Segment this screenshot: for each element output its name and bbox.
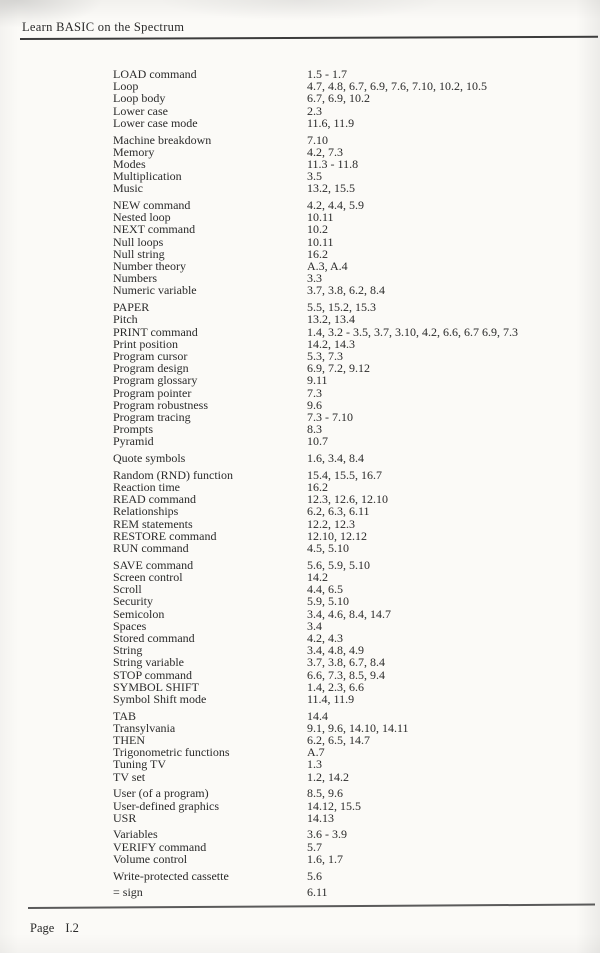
index-term: Stored command bbox=[113, 630, 195, 645]
index-term: RESTORE command bbox=[113, 528, 217, 543]
index-term: User (of a program) bbox=[113, 786, 209, 801]
index-list bbox=[113, 68, 593, 903]
index-term: USR bbox=[113, 810, 137, 825]
index-term: Print position bbox=[113, 336, 179, 351]
index-entry bbox=[113, 284, 593, 296]
index-refs: 11.6, 11.9 bbox=[307, 115, 355, 130]
index-term: PAPER bbox=[113, 300, 150, 315]
index-entry bbox=[113, 452, 593, 464]
index-group bbox=[113, 870, 593, 882]
index-entry bbox=[113, 693, 593, 705]
index-refs: 1.6, 1.7 bbox=[307, 851, 343, 866]
index-group bbox=[113, 787, 593, 824]
index-term: Null loops bbox=[113, 234, 164, 249]
index-entry bbox=[113, 595, 593, 607]
index-term: Variables bbox=[113, 827, 158, 842]
index-refs: 11.4, 11.9 bbox=[307, 691, 355, 706]
index-term: User-defined graphics bbox=[113, 798, 220, 813]
index-entry bbox=[113, 134, 593, 146]
index-refs: 4.7, 4.8, 6.7, 6.9, 7.6, 7.10, 10.2, 10.5 bbox=[307, 79, 487, 94]
index-refs: 3.7, 3.8, 6.7, 8.4 bbox=[307, 655, 385, 670]
index-term: Lower case bbox=[113, 103, 168, 118]
index-term: Spaces bbox=[113, 618, 147, 633]
index-term: Machine breakdown bbox=[113, 132, 212, 147]
index-refs: 2.3 bbox=[307, 103, 322, 118]
index-term: Tuning TV bbox=[113, 757, 167, 772]
index-refs: 4.4, 6.5 bbox=[307, 582, 343, 597]
index-term: THEN bbox=[113, 733, 145, 748]
page-header-title: Learn BASIC on the Spectrum bbox=[22, 20, 185, 34]
index-term: PRINT command bbox=[113, 324, 198, 339]
index-term: Semicolon bbox=[113, 606, 165, 621]
index-group bbox=[113, 134, 593, 195]
index-entry bbox=[113, 236, 593, 248]
index-entry bbox=[113, 771, 593, 783]
index-refs: A.3, A.4 bbox=[307, 259, 348, 274]
index-term: Modes bbox=[113, 156, 146, 171]
index-group bbox=[113, 452, 593, 464]
index-term: Multiplication bbox=[113, 169, 182, 184]
index-entry bbox=[113, 828, 593, 840]
index-refs: 3.4, 4.6, 8.4, 14.7 bbox=[307, 606, 391, 621]
index-entry bbox=[113, 656, 593, 668]
index-term: Quote symbols bbox=[113, 451, 186, 466]
index-refs: 8.3 bbox=[307, 422, 322, 437]
index-entry bbox=[113, 758, 593, 770]
header-rule bbox=[20, 36, 598, 40]
index-refs: 6.6, 7.3, 8.5, 9.4 bbox=[307, 667, 385, 682]
footer-page-label: Page bbox=[30, 921, 55, 935]
index-entry bbox=[113, 326, 593, 338]
index-term: Number theory bbox=[113, 259, 186, 274]
index-refs: 4.2, 7.3 bbox=[307, 144, 343, 159]
index-term: Prompts bbox=[113, 422, 154, 437]
index-refs: 7.3 - 7.10 bbox=[307, 409, 353, 424]
index-entry bbox=[113, 542, 593, 554]
index-refs: 13.2, 13.4 bbox=[307, 312, 355, 327]
index-entry bbox=[113, 158, 593, 170]
index-entry bbox=[113, 260, 593, 272]
index-entry bbox=[113, 374, 593, 386]
index-entry bbox=[113, 870, 593, 882]
index-entry bbox=[113, 387, 593, 399]
index-term: Random (RND) function bbox=[113, 467, 233, 482]
index-entry bbox=[113, 518, 593, 530]
index-refs: 12.2, 12.3 bbox=[307, 516, 355, 531]
index-entry bbox=[113, 411, 593, 423]
index-refs: 12.3, 12.6, 12.10 bbox=[307, 492, 388, 507]
index-refs: 5.9, 5.10 bbox=[307, 594, 349, 609]
index-term: Lower case mode bbox=[113, 115, 198, 130]
index-term: RUN command bbox=[113, 541, 189, 556]
index-refs: A.7 bbox=[307, 745, 325, 760]
index-group bbox=[113, 199, 593, 297]
index-refs: 14.12, 15.5 bbox=[307, 798, 361, 813]
index-term: Program pointer bbox=[113, 385, 192, 400]
index-refs: 9.1, 9.6, 14.10, 14.11 bbox=[307, 720, 409, 735]
index-term: Relationships bbox=[113, 504, 179, 519]
index-entry bbox=[113, 505, 593, 517]
index-group bbox=[113, 469, 593, 554]
index-group bbox=[113, 301, 593, 447]
index-refs: 14.13 bbox=[307, 810, 334, 825]
index-refs: 14.2 bbox=[307, 569, 328, 584]
index-term: Program tracing bbox=[113, 409, 191, 424]
index-term: REM statements bbox=[113, 516, 193, 531]
index-term: Pitch bbox=[113, 312, 138, 327]
index-term: STOP command bbox=[113, 667, 193, 682]
index-entry bbox=[113, 746, 593, 758]
index-entry bbox=[113, 559, 593, 571]
index-refs: 10.11 bbox=[307, 210, 334, 225]
index-term: Write-protected cassette bbox=[113, 868, 229, 883]
index-refs: 13.2, 15.5 bbox=[307, 181, 355, 196]
index-refs: 6.2, 6.5, 14.7 bbox=[307, 733, 370, 748]
index-term: String variable bbox=[113, 655, 184, 670]
index-refs: 1.6, 3.4, 8.4 bbox=[307, 451, 364, 466]
index-refs: 5.5, 15.2, 15.3 bbox=[307, 300, 376, 315]
index-refs: 11.3 - 11.8 bbox=[307, 156, 359, 171]
index-term: SYMBOL SHIFT bbox=[113, 679, 199, 694]
index-refs: 3.4, 4.8, 4.9 bbox=[307, 643, 364, 658]
index-refs: 14.2, 14.3 bbox=[307, 336, 355, 351]
index-term: Program robustness bbox=[113, 397, 208, 412]
index-term: Transylvania bbox=[113, 720, 176, 735]
index-term: String bbox=[113, 643, 143, 658]
index-refs: 4.5, 5.10 bbox=[307, 541, 349, 556]
index-term: TAB bbox=[113, 708, 137, 723]
footer-page-number: I.2 bbox=[65, 921, 79, 935]
index-refs: 3.3 bbox=[307, 271, 322, 286]
index-term: Screen control bbox=[113, 569, 183, 584]
index-term: Program glossary bbox=[113, 373, 198, 388]
page-footer bbox=[30, 921, 79, 936]
index-refs: 1.4, 2.3, 6.6 bbox=[307, 679, 364, 694]
index-term: NEW command bbox=[113, 198, 191, 213]
index-refs: 1.2, 14.2 bbox=[307, 769, 349, 784]
index-refs: 1.5 - 1.7 bbox=[307, 67, 347, 81]
index-term: Loop body bbox=[113, 91, 166, 106]
index-entry bbox=[113, 787, 593, 799]
index-refs: 6.9, 7.2, 9.12 bbox=[307, 361, 370, 376]
index-term: Program design bbox=[113, 361, 189, 376]
index-term: Program cursor bbox=[113, 348, 188, 363]
index-entry bbox=[113, 886, 593, 898]
index-refs: 6.7, 6.9, 10.2 bbox=[307, 91, 370, 106]
index-term: Volume control bbox=[113, 851, 188, 866]
index-term: READ command bbox=[113, 492, 196, 507]
index-refs: 4.2, 4.4, 5.9 bbox=[307, 198, 364, 213]
index-entry bbox=[113, 423, 593, 435]
index-refs: 7.3 bbox=[307, 385, 322, 400]
index-refs: 14.4 bbox=[307, 708, 328, 723]
index-entry bbox=[113, 92, 593, 104]
index-term: TV set bbox=[113, 769, 146, 784]
index-entry bbox=[113, 117, 593, 129]
index-refs: 6.11 bbox=[307, 885, 328, 900]
index-refs: 10.2 bbox=[307, 222, 328, 237]
index-term: VERIFY command bbox=[113, 839, 207, 854]
index-refs: 3.7, 3.8, 6.2, 8.4 bbox=[307, 283, 385, 298]
index-term: Numbers bbox=[113, 271, 157, 286]
index-group bbox=[113, 710, 593, 783]
index-refs: 10.7 bbox=[307, 434, 328, 449]
index-entry bbox=[113, 608, 593, 620]
index-refs: 10.11 bbox=[307, 234, 334, 249]
index-refs: 3.5 bbox=[307, 169, 322, 184]
index-entry bbox=[113, 571, 593, 583]
index-refs: 3.6 - 3.9 bbox=[307, 827, 347, 842]
index-term: Music bbox=[113, 181, 143, 196]
index-entry bbox=[113, 313, 593, 325]
index-entry bbox=[113, 583, 593, 595]
index-refs: 5.3, 7.3 bbox=[307, 348, 343, 363]
index-term: NEXT command bbox=[113, 222, 196, 237]
index-refs: 12.10, 12.12 bbox=[307, 528, 367, 543]
index-term: SAVE command bbox=[113, 557, 194, 572]
index-refs: 16.2 bbox=[307, 246, 328, 261]
index-term: Null string bbox=[113, 246, 165, 261]
index-term: Security bbox=[113, 594, 153, 609]
index-entry bbox=[113, 199, 593, 211]
index-term: Scroll bbox=[113, 582, 142, 597]
index-term: Reaction time bbox=[113, 480, 180, 494]
index-entry bbox=[113, 669, 593, 681]
index-refs: 7.10 bbox=[307, 132, 328, 147]
index-group bbox=[113, 559, 593, 705]
index-group bbox=[113, 886, 593, 898]
index-refs: 4.2, 4.3 bbox=[307, 630, 343, 645]
index-term: LOAD command bbox=[113, 67, 197, 81]
index-entry bbox=[113, 853, 593, 865]
index-entry bbox=[113, 182, 593, 194]
index-group bbox=[113, 828, 593, 865]
index-term: Trigonometric functions bbox=[113, 745, 230, 760]
index-refs: 15.4, 15.5, 16.7 bbox=[307, 467, 382, 482]
index-entry bbox=[113, 223, 593, 235]
index-refs: 5.6 bbox=[307, 868, 322, 883]
index-refs: 6.2, 6.3, 6.11 bbox=[307, 504, 370, 519]
index-refs: 1.3 bbox=[307, 757, 322, 772]
index-entry bbox=[113, 469, 593, 481]
index-refs: 5.7 bbox=[307, 839, 322, 854]
index-refs: 16.2 bbox=[307, 480, 328, 494]
index-refs: 9.11 bbox=[307, 373, 328, 388]
index-group bbox=[113, 68, 593, 129]
index-entry bbox=[113, 800, 593, 812]
index-term: Pyramid bbox=[113, 434, 154, 449]
index-term: Symbol Shift mode bbox=[113, 691, 207, 706]
index-term: Nested loop bbox=[113, 210, 171, 225]
index-term: Loop bbox=[113, 79, 139, 94]
index-entry bbox=[113, 435, 593, 447]
index-refs: 8.5, 9.6 bbox=[307, 786, 343, 801]
index-term: Numeric variable bbox=[113, 283, 197, 298]
footer-rule bbox=[28, 904, 595, 909]
index-entry bbox=[113, 105, 593, 117]
index-entry bbox=[113, 812, 593, 824]
index-term: Memory bbox=[113, 144, 155, 159]
index-refs: 1.4, 3.2 - 3.5, 3.7, 3.10, 4.2, 6.6, 6.7 6.9, 7.3 bbox=[307, 324, 518, 339]
index-refs: 3.4 bbox=[307, 618, 322, 633]
index-refs: 5.6, 5.9, 5.10 bbox=[307, 557, 370, 572]
index-term: = sign bbox=[113, 885, 143, 900]
index-refs: 9.6 bbox=[307, 397, 322, 412]
